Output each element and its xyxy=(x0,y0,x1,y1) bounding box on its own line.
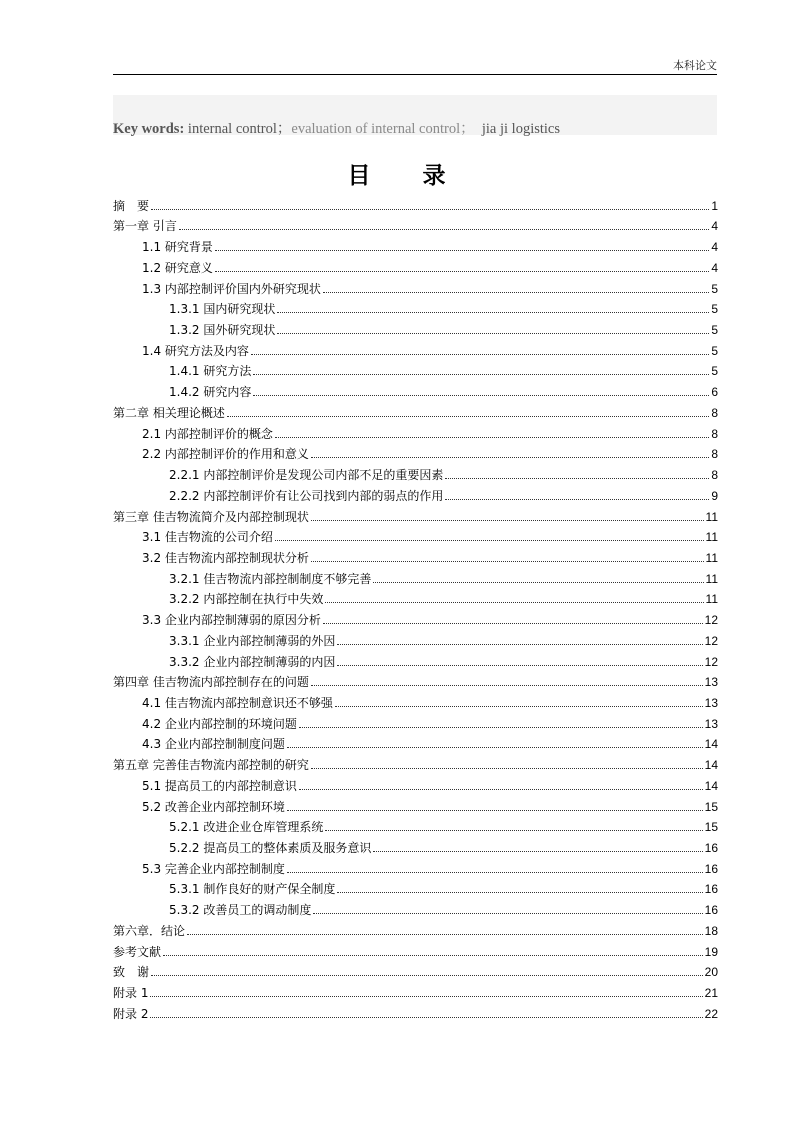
toc-dot-leader xyxy=(445,478,709,479)
toc-entry-title: 3.2 佳吉物流内部控制现状分析 xyxy=(142,550,309,565)
toc-entry-title: 2.2 内部控制评价的作用和意义 xyxy=(142,447,309,462)
keywords-block xyxy=(113,95,717,135)
toc-entry[interactable] xyxy=(113,525,718,546)
toc-dot-leader xyxy=(287,810,703,811)
toc-entry-page-number: 11 xyxy=(705,571,718,586)
toc-entry[interactable] xyxy=(113,773,718,794)
toc-dot-leader xyxy=(163,955,703,956)
keyword-term: internal control； xyxy=(187,121,292,137)
toc-entry-page-number: 8 xyxy=(711,468,718,483)
toc-entry-page-number: 18 xyxy=(704,923,718,938)
table-of-contents xyxy=(113,193,718,1022)
toc-dot-leader xyxy=(325,830,702,831)
toc-entry-title: 3.2.2 内部控制在执行中失效 xyxy=(169,592,324,607)
page-header-label: 本科论文 xyxy=(673,59,717,72)
toc-entry-page-number: 13 xyxy=(704,675,718,690)
toc-title: 目 录 xyxy=(347,163,468,189)
toc-entry-title: 5.1 提高员工的内部控制意识 xyxy=(142,778,297,793)
toc-entry-page-number: 11 xyxy=(705,530,718,545)
toc-entry-page-number: 11 xyxy=(705,509,718,524)
toc-dot-leader xyxy=(215,271,709,272)
toc-entry-page-number: 11 xyxy=(705,592,718,607)
keyword-term: jia ji logistics xyxy=(481,121,561,137)
toc-entry-title: 1.2 研究意义 xyxy=(142,260,213,275)
toc-dot-leader xyxy=(151,209,709,210)
toc-entry-title: 1.3 内部控制评价国内外研究现状 xyxy=(142,281,321,296)
toc-entry-page-number: 4 xyxy=(711,240,718,255)
toc-entry-title: 4.3 企业内部控制制度问题 xyxy=(142,737,285,752)
toc-entry-title: 第一章 引言 xyxy=(113,219,177,234)
toc-entry-page-number: 6 xyxy=(711,385,718,400)
toc-entry-page-number: 14 xyxy=(704,758,718,773)
toc-dot-leader xyxy=(251,354,709,355)
keywords-heading: Key words: xyxy=(113,121,185,137)
toc-dot-leader xyxy=(277,312,709,313)
toc-entry[interactable] xyxy=(113,421,718,442)
toc-entry-page-number: 8 xyxy=(711,426,718,441)
toc-dot-leader xyxy=(287,747,703,748)
toc-dot-leader xyxy=(275,540,704,541)
toc-entry-title: 第四章 佳吉物流内部控制存在的问题 xyxy=(113,675,309,690)
toc-entry-page-number: 22 xyxy=(704,1006,718,1021)
toc-entry-page-number: 16 xyxy=(704,882,718,897)
toc-entry-title: 5.2 改善企业内部控制环境 xyxy=(142,799,285,814)
toc-dot-leader xyxy=(311,561,704,562)
toc-entry[interactable] xyxy=(113,587,718,608)
toc-entry-title: 5.2.1 改进企业仓库管理系统 xyxy=(169,820,324,835)
toc-entry[interactable] xyxy=(113,297,718,318)
toc-dot-leader xyxy=(325,602,703,603)
toc-entry[interactable] xyxy=(113,338,718,359)
toc-entry-title: 第三章 佳吉物流简介及内部控制现状 xyxy=(113,509,309,524)
toc-entry-title: 第六章．结论 xyxy=(113,923,186,938)
toc-entry-title: 摘 要 xyxy=(113,198,150,213)
toc-entry[interactable] xyxy=(113,379,718,400)
toc-entry-page-number: 21 xyxy=(704,986,718,1001)
toc-dot-leader xyxy=(179,229,709,230)
toc-entry[interactable] xyxy=(113,317,718,338)
toc-dot-leader xyxy=(215,250,709,251)
toc-entry[interactable] xyxy=(113,276,718,297)
toc-entry-title: 1.1 研究背景 xyxy=(142,240,213,255)
toc-entry-title: 第五章 完善佳吉物流内部控制的研究 xyxy=(113,758,309,773)
toc-entry-page-number: 4 xyxy=(711,260,718,275)
toc-entry-page-number: 4 xyxy=(711,219,718,234)
toc-dot-leader xyxy=(323,623,703,624)
toc-entry[interactable] xyxy=(113,214,718,235)
toc-entry-title: 1.3.1 国内研究现状 xyxy=(169,302,276,317)
toc-entry-page-number: 12 xyxy=(704,654,718,669)
toc-dot-leader xyxy=(445,499,709,500)
toc-entry[interactable] xyxy=(113,607,718,628)
toc-dot-leader xyxy=(150,996,702,997)
toc-entry-page-number: 16 xyxy=(704,861,718,876)
toc-entry[interactable] xyxy=(113,815,718,836)
toc-entry[interactable] xyxy=(113,939,718,960)
toc-dot-leader xyxy=(313,913,702,914)
toc-entry-page-number: 14 xyxy=(704,737,718,752)
toc-entry[interactable] xyxy=(113,897,718,918)
toc-entry[interactable] xyxy=(113,877,718,898)
toc-entry-title: 2.2.1 内部控制评价是发现公司内部不足的重要因素 xyxy=(169,468,444,483)
toc-entry[interactable] xyxy=(113,462,718,483)
toc-entry-page-number: 5 xyxy=(711,323,718,338)
toc-entry-page-number: 1 xyxy=(711,198,718,213)
toc-entry-page-number: 11 xyxy=(705,550,718,565)
toc-dot-leader xyxy=(299,789,703,790)
toc-entry-title: 第二章 相关理论概述 xyxy=(113,405,225,420)
toc-dot-leader xyxy=(373,582,703,583)
toc-entry-title: 5.2.2 提高员工的整体素质及服务意识 xyxy=(169,841,372,855)
toc-entry-page-number: 13 xyxy=(704,695,718,710)
toc-entry[interactable] xyxy=(113,752,718,773)
toc-dot-leader xyxy=(253,374,709,375)
toc-entry[interactable] xyxy=(113,794,718,815)
toc-dot-leader xyxy=(277,333,709,334)
toc-entry[interactable] xyxy=(113,628,718,649)
toc-entry[interactable] xyxy=(113,1001,718,1022)
toc-entry-page-number: 5 xyxy=(711,281,718,296)
toc-entry-page-number: 8 xyxy=(711,447,718,462)
toc-entry-title: 附录 1 xyxy=(113,986,149,1001)
toc-dot-leader xyxy=(335,706,703,707)
toc-entry-title: 3.1 佳吉物流的公司介绍 xyxy=(142,530,273,545)
toc-entry-title: 附录 2 xyxy=(113,1006,149,1021)
toc-entry-title: 1.3.2 国外研究现状 xyxy=(169,323,276,338)
toc-dot-leader xyxy=(227,416,709,417)
toc-dot-leader xyxy=(187,934,703,935)
toc-entry-title: 1.4.1 研究方法 xyxy=(169,364,252,379)
toc-entry-page-number: 12 xyxy=(704,633,718,648)
toc-entry-title: 5.3 完善企业内部控制制度 xyxy=(142,861,285,876)
toc-entry[interactable] xyxy=(113,255,718,276)
header-rule xyxy=(113,74,717,75)
toc-dot-leader xyxy=(337,644,702,645)
toc-entry-page-number: 12 xyxy=(704,613,718,628)
toc-entry-title: 4.2 企业内部控制的环境问题 xyxy=(142,716,297,731)
toc-entry-title: 3.3.1 企业内部控制薄弱的外因 xyxy=(169,633,336,648)
toc-entry[interactable] xyxy=(113,566,718,587)
toc-entry-page-number: 15 xyxy=(704,799,718,814)
toc-dot-leader xyxy=(299,727,703,728)
toc-entry-title: 5.3.2 改善员工的调动制度 xyxy=(169,903,312,918)
toc-entry[interactable] xyxy=(113,835,718,856)
toc-dot-leader xyxy=(253,395,709,396)
toc-entry[interactable] xyxy=(113,711,718,732)
toc-dot-leader xyxy=(275,437,709,438)
toc-entry[interactable] xyxy=(113,670,718,691)
toc-entry-page-number: 19 xyxy=(704,944,718,959)
toc-dot-leader xyxy=(311,768,703,769)
toc-entry-title: 3.2.1 佳吉物流内部控制制度不够完善 xyxy=(169,571,372,586)
toc-dot-leader xyxy=(150,1017,702,1018)
toc-entry[interactable] xyxy=(113,504,718,525)
toc-entry[interactable] xyxy=(113,960,718,981)
keyword-term: evaluation of internal control； xyxy=(291,121,475,137)
toc-dot-leader xyxy=(337,665,702,666)
toc-entry[interactable] xyxy=(113,856,718,877)
toc-dot-leader xyxy=(337,892,702,893)
toc-entry-page-number: 5 xyxy=(711,302,718,317)
toc-entry-page-number: 20 xyxy=(704,965,718,980)
toc-entry-title: 1.4.2 研究内容 xyxy=(169,385,252,400)
toc-entry-page-number: 5 xyxy=(711,343,718,358)
toc-entry[interactable] xyxy=(113,400,718,421)
toc-entry[interactable] xyxy=(113,690,718,711)
toc-dot-leader xyxy=(311,520,704,521)
toc-entry-title: 2.2.2 内部控制评价有让公司找到内部的弱点的作用 xyxy=(169,488,444,503)
toc-entry-page-number: 8 xyxy=(711,405,718,420)
toc-entry-page-number: 16 xyxy=(704,841,718,855)
toc-entry[interactable] xyxy=(113,732,718,753)
toc-dot-leader xyxy=(373,851,702,852)
toc-entry-title: 3.3 企业内部控制薄弱的原因分析 xyxy=(142,613,321,628)
toc-entry[interactable] xyxy=(113,483,718,504)
toc-entry[interactable] xyxy=(113,442,718,463)
toc-entry-page-number: 13 xyxy=(704,716,718,731)
toc-entry-title: 3.3.2 企业内部控制薄弱的内因 xyxy=(169,654,336,669)
toc-dot-leader xyxy=(151,975,703,976)
toc-dot-leader xyxy=(311,685,703,686)
toc-entry-title: 致 谢 xyxy=(113,965,150,980)
toc-entry-title: 2.1 内部控制评价的概念 xyxy=(142,426,273,441)
toc-entry[interactable] xyxy=(113,980,718,1001)
toc-entry-title: 5.3.1 制作良好的财产保全制度 xyxy=(169,882,336,897)
toc-entry-page-number: 14 xyxy=(704,778,718,793)
toc-entry[interactable] xyxy=(113,359,718,380)
toc-entry-title: 4.1 佳吉物流内部控制意识还不够强 xyxy=(142,695,333,710)
toc-entry-title: 参考文献 xyxy=(113,944,162,959)
toc-entry-page-number: 15 xyxy=(704,820,718,835)
toc-entry[interactable] xyxy=(113,649,718,670)
toc-entry[interactable] xyxy=(113,234,718,255)
toc-entry[interactable] xyxy=(113,545,718,566)
toc-entry-page-number: 16 xyxy=(704,903,718,918)
toc-dot-leader xyxy=(287,872,703,873)
toc-entry-page-number: 5 xyxy=(711,364,718,379)
toc-dot-leader xyxy=(323,292,709,293)
toc-entry-page-number: 9 xyxy=(711,488,718,503)
toc-dot-leader xyxy=(311,457,709,458)
toc-entry[interactable] xyxy=(113,193,718,214)
toc-entry-title: 1.4 研究方法及内容 xyxy=(142,343,249,358)
toc-entry[interactable] xyxy=(113,918,718,939)
